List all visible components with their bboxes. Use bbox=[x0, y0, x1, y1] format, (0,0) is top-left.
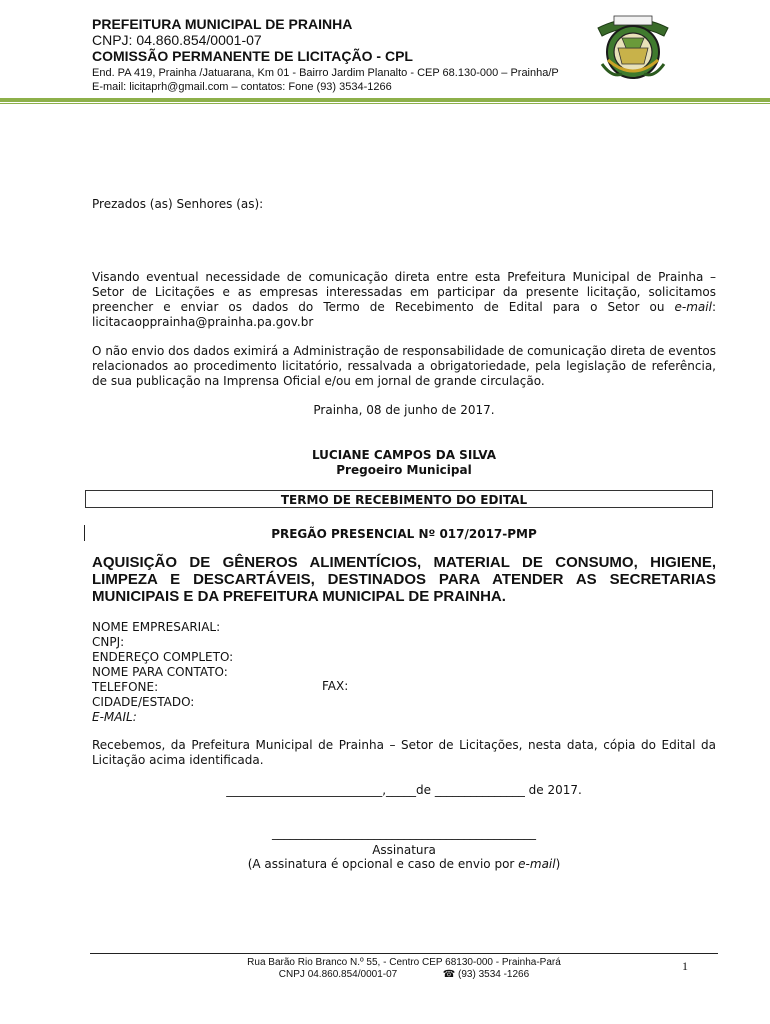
header-divider-thin bbox=[0, 103, 770, 104]
letterhead bbox=[92, 16, 559, 94]
commission-name: COMISSÃO PERMANENTE DE LICITAÇÃO - CPL bbox=[92, 48, 413, 64]
letter-date: Prainha, 08 de junho de 2017. bbox=[313, 403, 495, 417]
org-address: End. PA 419, Prainha /Jatuarana, Km 01 - Bairro Jardim Planalto - CEP 68.130-000 – Prainha/P bbox=[92, 67, 559, 79]
paragraph-communication-text: Visando eventual necessidade de comunicação direta entre esta Prefeitura Municipal de Prainha – Setor de Licitações e as empresas interessadas em participar da presente licitação, solicitamos preencher e enviar os dados do Termo de Recebimento de Edital para o Setor ou bbox=[92, 270, 716, 314]
footer-cnpj: CNPJ 04.860.854/0001-07 bbox=[278, 969, 398, 980]
bid-object: AQUISIÇÃO DE GÊNEROS ALIMENTÍCIOS, MATERIAL DE CONSUMO, HIGIENE, LIMPEZA E DESCARTÁVEIS, DESTINADOS PARA ATENDER AS SECRETARIAS MUNICIPAIS E DA PREFEITURA MUNICIPAL DE PRAINHA. bbox=[92, 554, 716, 605]
footer-address: Rua Barão Rio Branco N.º 55, - Centro CEP 68130-000 - Prainha-Pará bbox=[247, 957, 561, 968]
signature-label: Assinatura bbox=[372, 843, 436, 857]
signature-note-email: e-mail bbox=[518, 857, 556, 871]
signer-role: Pregoeiro Municipal bbox=[336, 463, 472, 477]
termo-title: TERMO DE RECEBIMENTO DO EDITAL bbox=[280, 493, 528, 507]
text-cursor bbox=[84, 525, 85, 541]
receipt-statement: Recebemos, da Prefeitura Municipal de Prainha – Setor de Licitações, nesta data, cópia do Edital da Licitação acima identificada. bbox=[92, 738, 716, 767]
date-blanks: __________________________,_____de _______________ de 2017. bbox=[226, 783, 582, 797]
signer-name: LUCIANE CAMPOS DA SILVA bbox=[311, 448, 497, 462]
greeting: Prezados (as) Senhores (as): bbox=[92, 197, 264, 211]
header-divider-thick bbox=[0, 98, 770, 102]
pregao-number: PREGÃO PRESENCIAL Nº 017/2017-PMP bbox=[271, 527, 537, 541]
municipal-seal-icon bbox=[592, 8, 674, 86]
field-fax: FAX: bbox=[322, 679, 349, 693]
field-cnpj: CNPJ: bbox=[92, 635, 125, 649]
page-number: 1 bbox=[682, 959, 688, 973]
org-cnpj: CNPJ: 04.860.854/0001-07 bbox=[92, 32, 262, 48]
paragraph-communication bbox=[92, 270, 716, 330]
signature-note bbox=[92, 857, 716, 872]
email-word: e-mail bbox=[674, 300, 712, 314]
field-phone: TELEFONE: bbox=[92, 680, 159, 694]
org-contacts: E-mail: licitaprh@gmail.com – contatos: Fone (93) 3534-1266 bbox=[92, 81, 392, 93]
field-city-state: CIDADE/ESTADO: bbox=[92, 695, 195, 709]
contact-email: : licitacaopprainha@prainha.pa.gov.br bbox=[92, 300, 716, 329]
field-company-name: NOME EMPRESARIAL: bbox=[92, 620, 221, 634]
signature-line: ____________________________________________ bbox=[272, 826, 536, 840]
footer-phone: ☎ (93) 3534 -1266 bbox=[442, 969, 530, 980]
footer-divider bbox=[90, 953, 718, 954]
paragraph-liability: O não envio dos dados eximirá a Administração de responsabilidade de comunicação direta de eventos relacionados ao procedimento licitatório, ressalvada a obrigatoriedade, pela legislação de referência, de sua publicação na Imprensa Oficial e/ou em jornal de grande circulação. bbox=[92, 344, 716, 388]
org-name: PREFEITURA MUNICIPAL DE PRAINHA bbox=[92, 16, 353, 32]
field-contact-name: NOME PARA CONTATO: bbox=[92, 665, 228, 679]
field-address: ENDEREÇO COMPLETO: bbox=[92, 650, 234, 664]
signature-note-suffix: ) bbox=[555, 857, 561, 871]
signature-note-prefix: (A assinatura é opcional e caso de envio por bbox=[247, 857, 519, 871]
company-fields bbox=[92, 620, 233, 725]
footer-contact bbox=[92, 969, 716, 981]
field-email: E-MAIL: bbox=[92, 710, 137, 724]
